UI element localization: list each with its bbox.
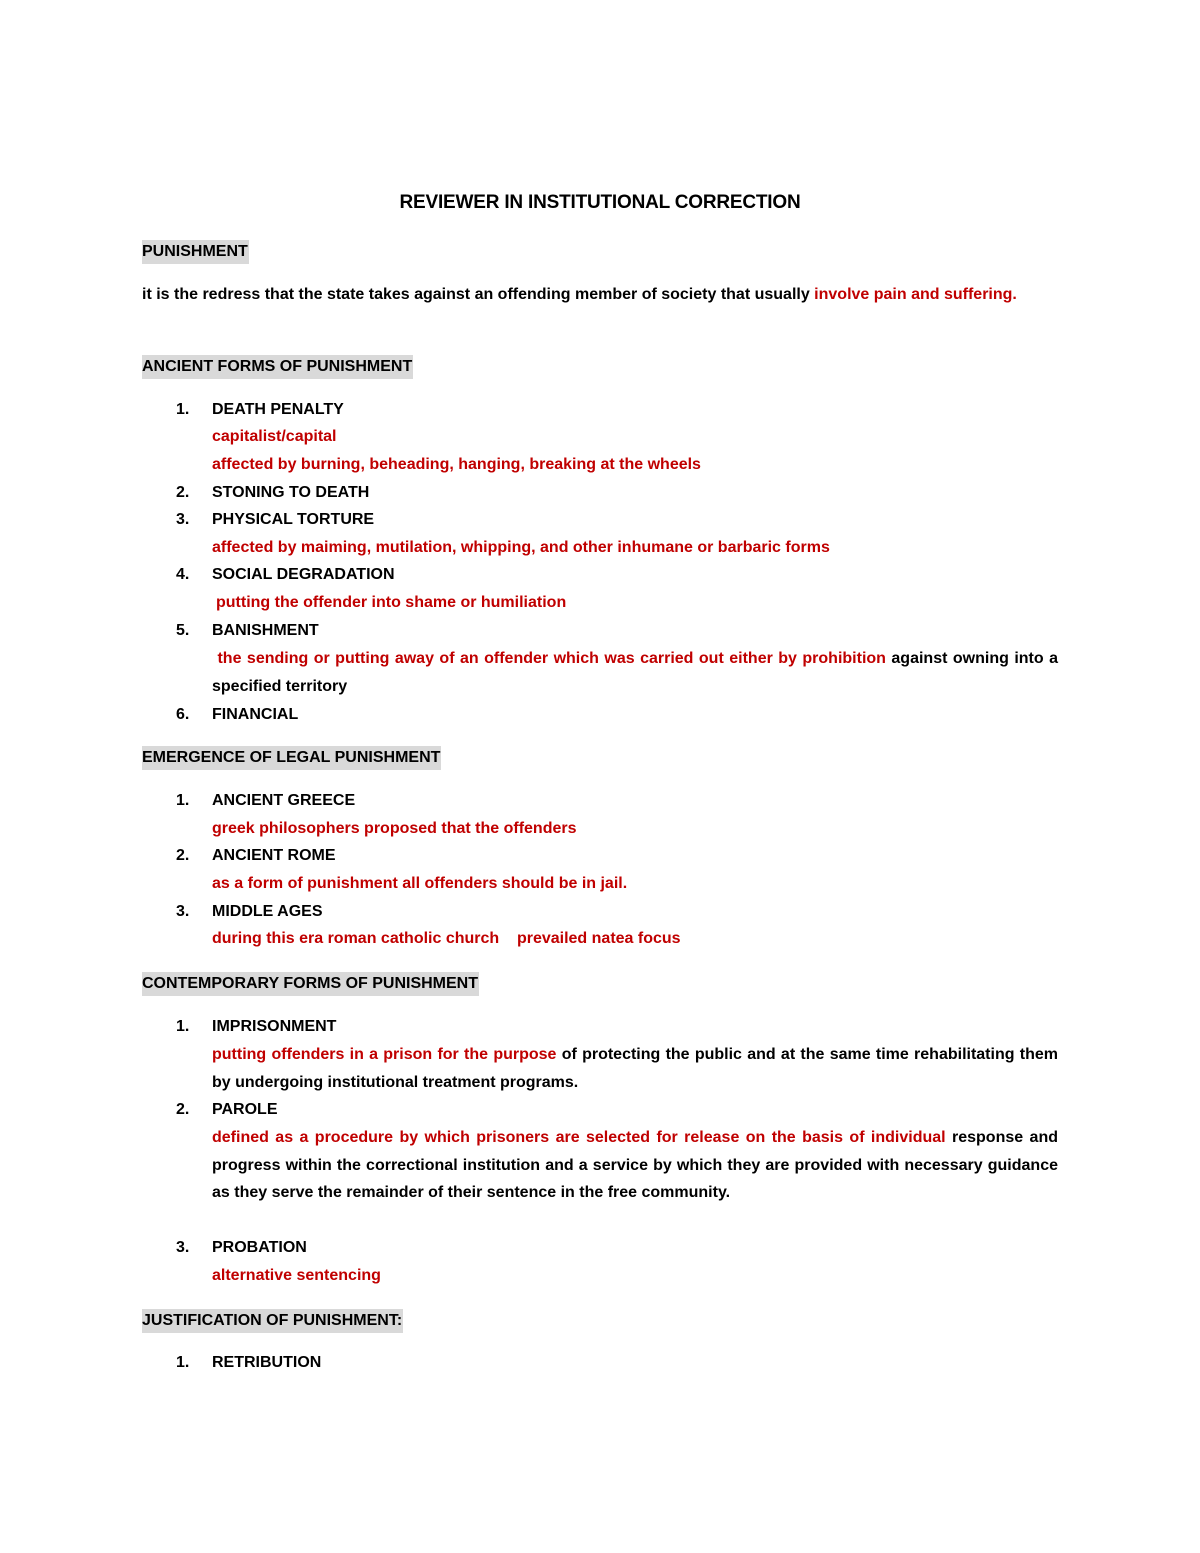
list-number: 2. <box>176 847 190 864</box>
list-item-note: alternative sentencing <box>212 1267 381 1284</box>
list-item-note <box>212 1041 1058 1096</box>
list-number: 1. <box>176 401 190 418</box>
list-item-parole: PAROLE <box>212 1101 278 1118</box>
list-item-ancient-rome: ANCIENT ROME <box>212 847 336 864</box>
section-heading-justification: JUSTIFICATION OF PUNISHMENT: <box>142 1309 403 1333</box>
note-highlight: defined as a procedure by which prisoners are selected for release on the basis of individual <box>212 1129 946 1146</box>
list-item-note <box>212 1124 1058 1207</box>
section-heading-ancient: ANCIENT FORMS OF PUNISHMENT <box>142 355 413 379</box>
list-item-note: during this era roman catholic church prevailed natea focus <box>212 930 681 947</box>
definition-text: it is the redress that the state takes against an offending member of society that usually <box>142 286 815 303</box>
list-item-note: greek philosophers proposed that the offenders <box>212 820 577 837</box>
list-number: 2. <box>176 1101 190 1118</box>
document-title: REVIEWER IN INSTITUTIONAL CORRECTION <box>399 192 801 213</box>
section-heading-emergence: EMERGENCE OF LEGAL PUNISHMENT <box>142 746 441 770</box>
list-number: 6. <box>176 706 190 723</box>
list-item-note: as a form of punishment all offenders should be in jail. <box>212 875 628 892</box>
list-item-physical-torture: PHYSICAL TORTURE <box>212 511 375 528</box>
list-number: 1. <box>176 1354 190 1371</box>
list-item-note: affected by maiming, mutilation, whipping, and other inhumane or barbaric forms <box>212 539 830 556</box>
list-item-probation: PROBATION <box>212 1239 307 1256</box>
punishment-definition <box>142 281 1058 309</box>
list-item-note <box>212 645 1058 700</box>
note-text: response and progress within the correctional institution and a service by which they are provided with necessary guidance as they serve the remainder of their sentence in the free community. <box>212 1129 1059 1201</box>
list-item-stoning: STONING TO DEATH <box>212 484 370 501</box>
list-number: 3. <box>176 1239 190 1256</box>
note-highlight: putting offenders in a prison for the purpose <box>212 1046 557 1063</box>
section-heading-punishment: PUNISHMENT <box>142 240 249 264</box>
section-heading-contemporary: CONTEMPORARY FORMS OF PUNISHMENT <box>142 972 479 996</box>
list-item-financial: FINANCIAL <box>212 706 299 723</box>
list-item-note: capitalist/capital <box>212 428 337 445</box>
list-item-imprisonment: IMPRISONMENT <box>212 1018 337 1035</box>
list-number: 2. <box>176 484 190 501</box>
note-text: against owning into a specified territory <box>212 650 1059 695</box>
list-item-note: affected by burning, beheading, hanging, breaking at the wheels <box>212 456 701 473</box>
list-item-ancient-greece: ANCIENT GREECE <box>212 792 356 809</box>
list-number: 1. <box>176 792 190 809</box>
list-item-note: putting the offender into shame or humiliation <box>216 594 567 611</box>
note-highlight: the sending or putting away of an offender which was carried out either by prohibition <box>217 650 886 667</box>
list-number: 4. <box>176 566 190 583</box>
list-item-middle-ages: MIDDLE AGES <box>212 903 323 920</box>
note-text: of protecting the public and at the same time rehabilitating them by undergoing institutional treatment programs. <box>212 1046 1058 1091</box>
list-item-retribution: RETRIBUTION <box>212 1354 322 1371</box>
definition-highlight: involve pain and suffering. <box>814 286 1017 303</box>
list-number: 3. <box>176 511 190 528</box>
list-number: 5. <box>176 622 190 639</box>
list-number: 1. <box>176 1018 190 1035</box>
list-item-death-penalty: DEATH PENALTY <box>212 401 344 418</box>
list-item-social-degradation: SOCIAL DEGRADATION <box>212 566 395 583</box>
list-number: 3. <box>176 903 190 920</box>
list-item-banishment: BANISHMENT <box>212 622 319 639</box>
